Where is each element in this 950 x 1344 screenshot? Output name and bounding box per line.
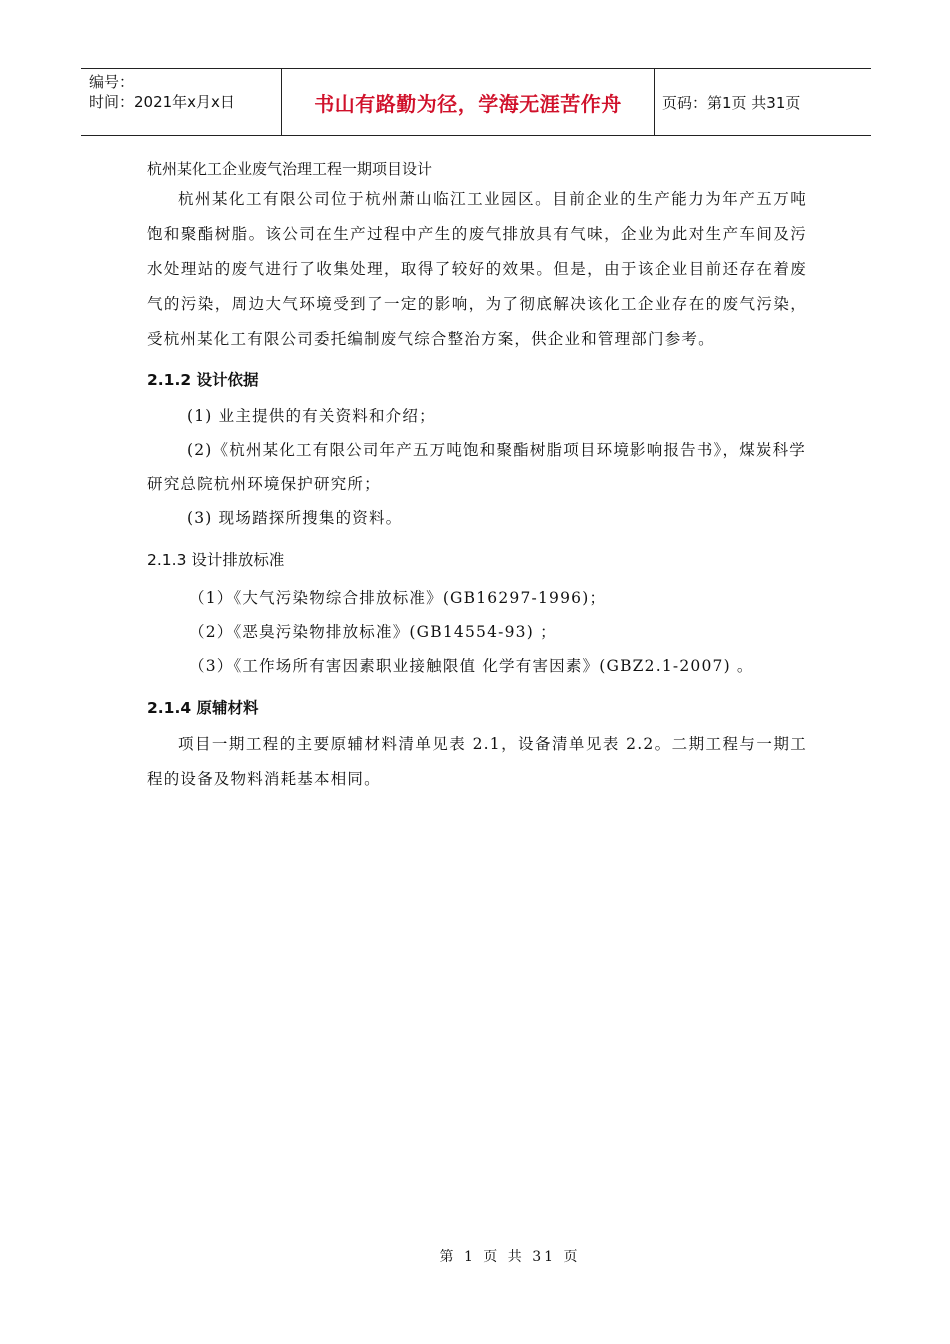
list-item: （3）《工作场所有害因素职业接触限值 化学有害因素》(GBZ2.1-2007) 。	[189, 657, 754, 675]
header-meta-cell	[81, 69, 282, 135]
document-body	[147, 158, 807, 797]
section-heading-raw-materials: 2.1.4 原辅材料	[147, 699, 259, 717]
list-item: (3) 现场踏探所搜集的资料。	[187, 509, 403, 527]
header-motto: 书山有路勤为径，学海无涯苦作舟	[282, 69, 655, 135]
intro-paragraph: 杭州某化工有限公司位于杭州萧山临江工业园区。目前企业的生产能力为年产五万吨饱和聚酯树脂。该公司在生产过程中产生的废气排放具有气味，企业为此对生产车间及污水处理站的废气进行了收集处理，取得了较好的效果。但是，由于该企业目前还存在着废气的污染，周边大气环境受到了一定的影响，为了彻底解决该化工企业存在的废气污染，受杭州某化工有限公司委托编制废气综合整治方案，供企业和管理部门参考。	[147, 190, 807, 348]
list-item: （1）《大气污染物综合排放标准》(GB16297-1996)；	[189, 589, 607, 607]
number-label: 编号：	[89, 73, 135, 91]
page-footer: 第 1 页 共 31 页	[439, 1249, 581, 1265]
date-label: 时间：2021年x月x日	[89, 93, 235, 111]
list-item: (2)《杭州某化工有限公司年产五万吨饱和聚酯树脂项目环境影响报告书》，煤炭科学研究总院杭州环境保护研究所；	[147, 441, 807, 493]
header-page-info: 页码：第1页 共31页	[662, 93, 801, 112]
section-heading-design-basis: 2.1.2 设计依据	[147, 371, 259, 389]
document-header	[81, 68, 871, 136]
document-title: 杭州某化工企业废气治理工程一期项目设计	[147, 160, 433, 178]
section-heading-emission-standards: 2.1.3 设计排放标准	[147, 551, 285, 569]
raw-materials-paragraph: 项目一期工程的主要原辅材料清单见表 2.1，设备清单见表 2.2。二期工程与一期工程的设备及物料消耗基本相同。	[147, 735, 807, 788]
list-item: (1) 业主提供的有关资料和介绍；	[187, 407, 436, 425]
list-item: （2）《恶臭污染物排放标准》(GB14554-93) ；	[189, 623, 557, 641]
